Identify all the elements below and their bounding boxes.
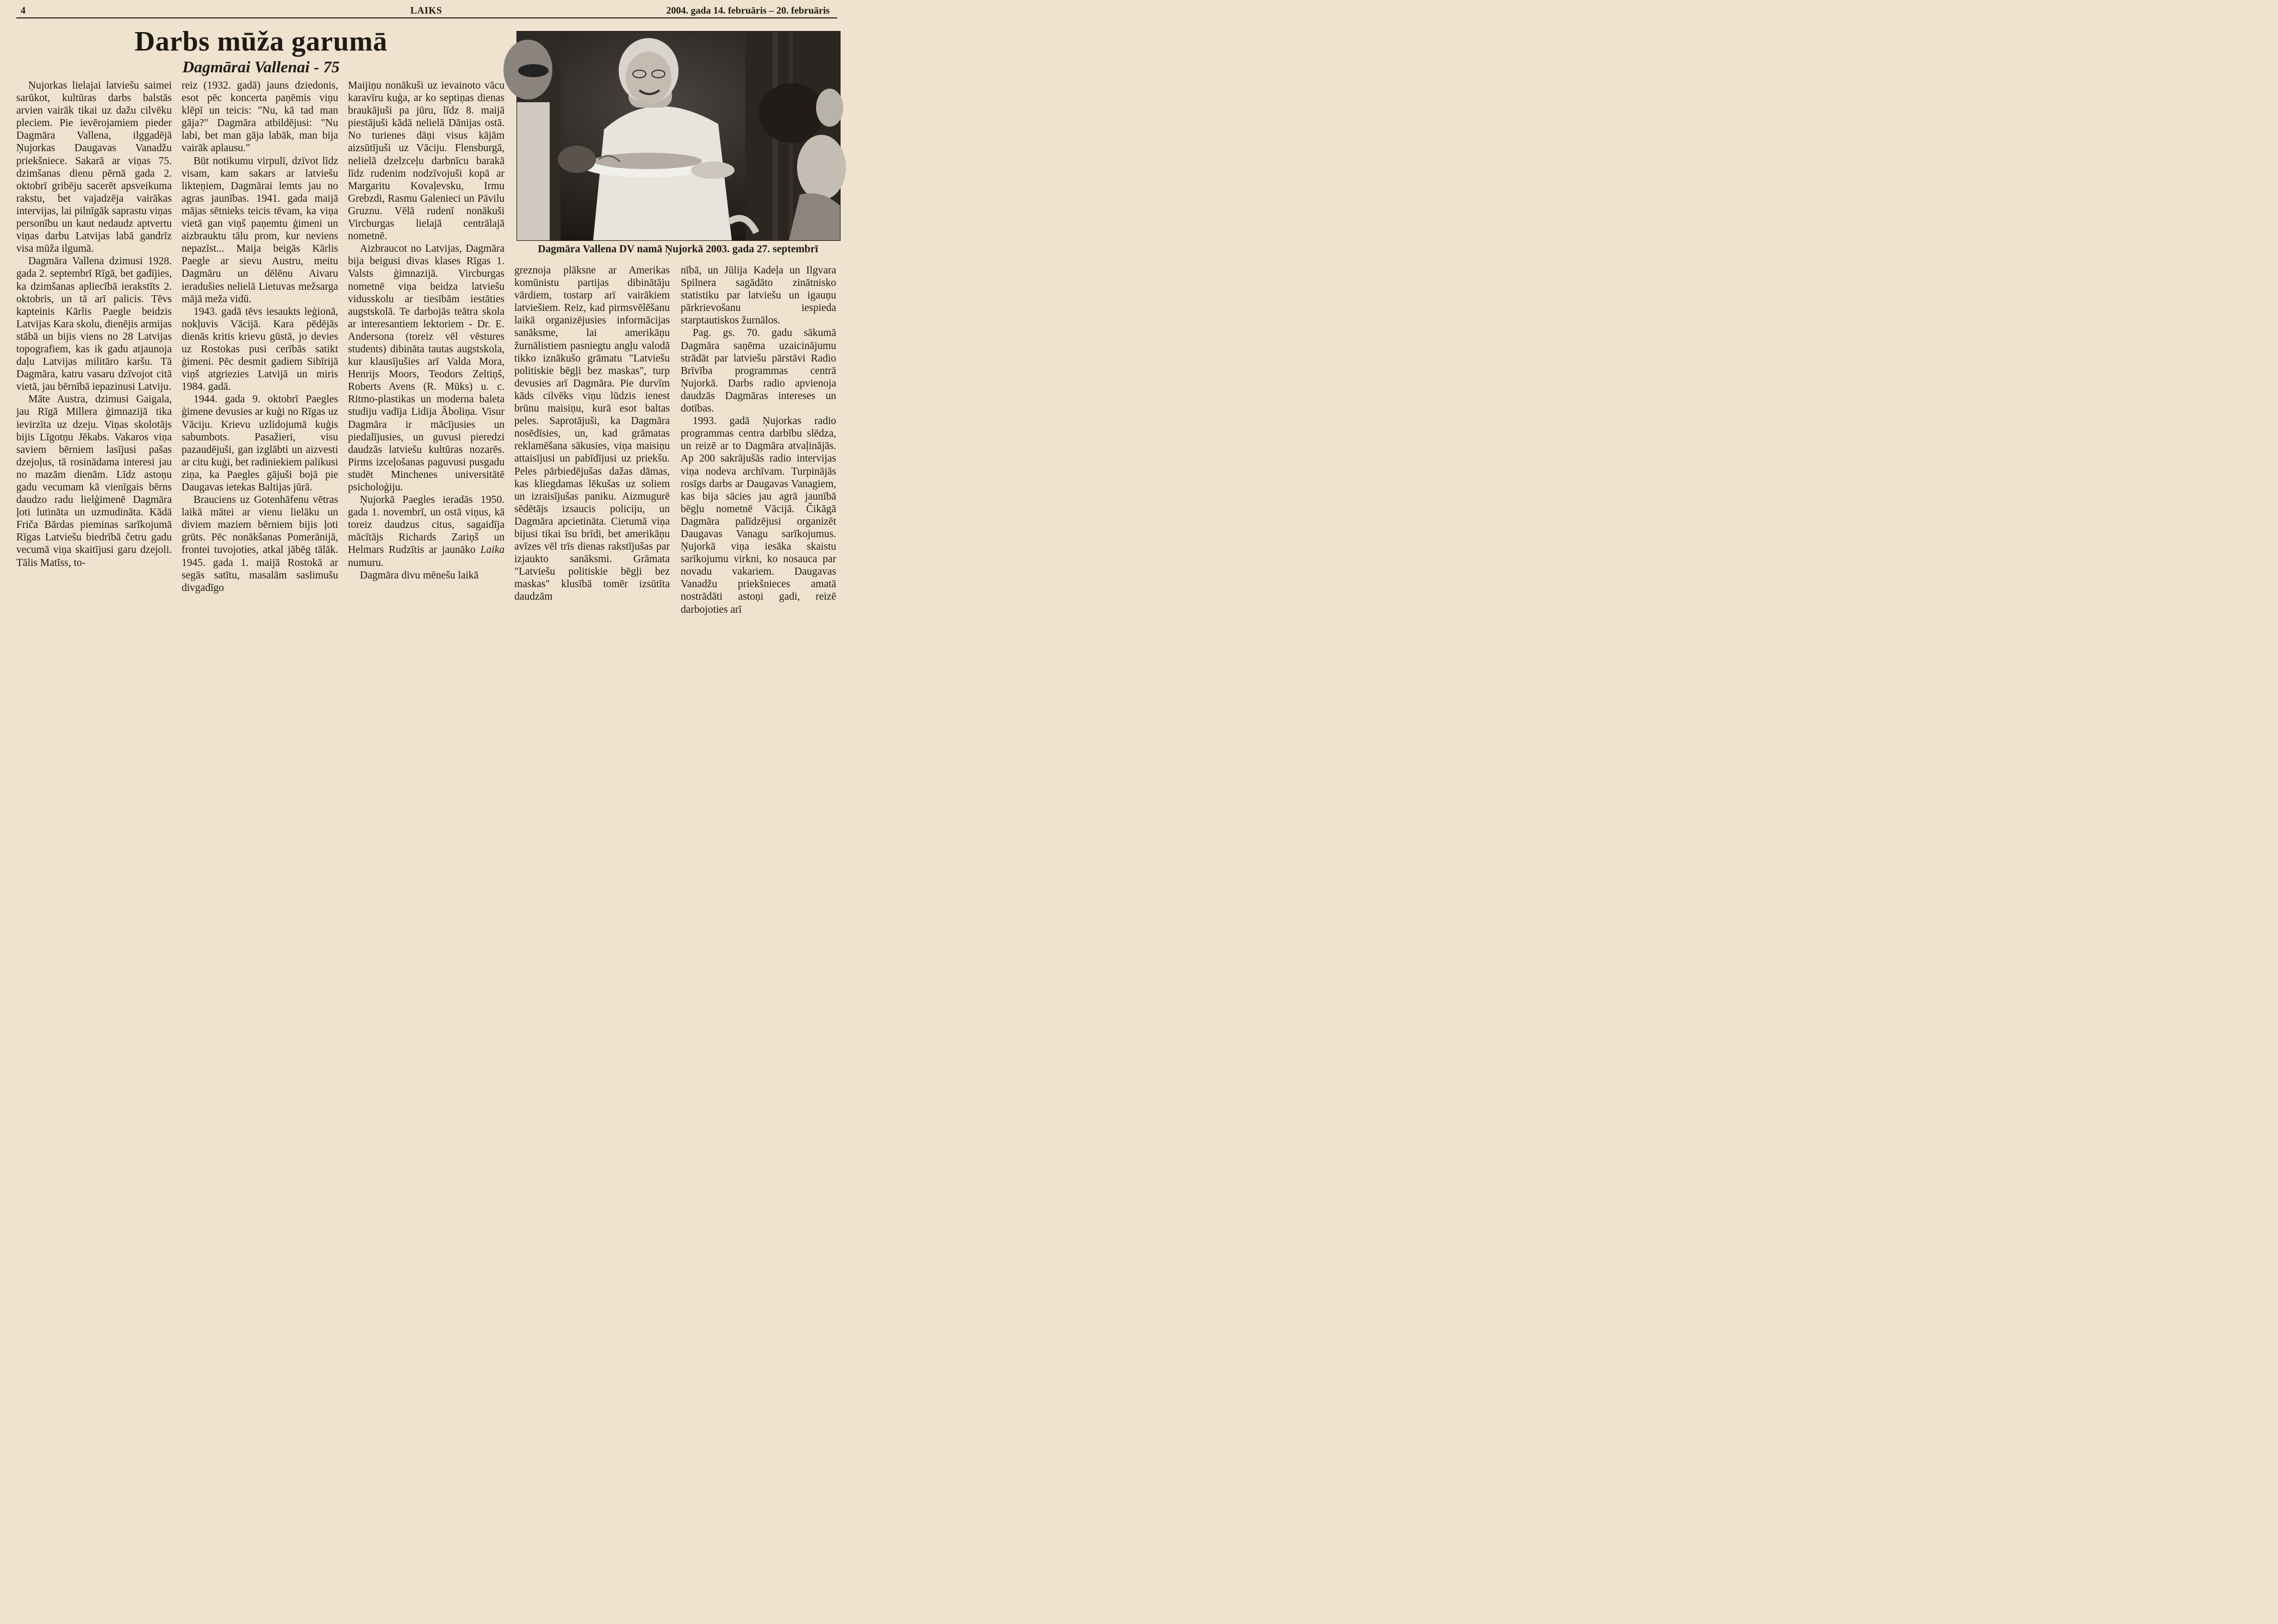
paragraph: reiz (1932. gadā) jauns dziedonis, esot pēc koncerta paņēmis viņu klēpī un teicis: "Nu, kā tad man gāja?" Dagmāra atbildējusi: "Nu labi, bet man gāja labāk, man bija vairāk aplausu." [182, 80, 338, 154]
article-column-5 [681, 264, 836, 615]
paragraph: Pag. gs. 70. gadu sākumā Dagmāra saņēma uzaicinājumu strādāt par latviešu pārstāvi Radio Brīvība programmas centrā Ņujorkā. Darbs radio apvienoja daudzās Dagmāras intereses un dotības. [681, 327, 836, 415]
paragraph: Brauciens uz Gotenhāfenu vētras laikā mātei ar vienu lielāku un diviem maziem bērniem bijis ļoti grūts. Pēc nonākšanas Pomerānijā, frontei tuvojoties, atkal jābēg tālāk. 1945. gada 1. maijā Rostokā ar segās satītu, masalām saslimušu divgadīgo [182, 494, 338, 594]
paragraph: 1993. gadā Ņujorkas radio programmas centra darbību slēdza, un reizē ar to Dagmāra atvaļinājās. Ap 200 sakrājušās radio intervijas viņa nodeva archīvam. Turpinājās rosīgs darbs ar Daugavas Vanagiem, kas bija sācies jau agrā jaunībā bēgļu nometnē Vācijā. Čikāgā Dagmāra palīdzējusi organizēt Daugavas Vanagu sarīkojumus. Ņujorkā viņa iesāka skaistu sarīkojumu virkni, ko nosauca par novadu vakariem. Daugavas Vanadžu priekšnieces amatā nostrādāti astoņi gadi, reizē darbojoties arī [681, 415, 836, 615]
issue-date: 2004. gada 14. februāris – 20. februāris [666, 5, 830, 16]
article-column-1 [16, 79, 172, 608]
page-number: 4 [21, 5, 26, 16]
article-column-3 [348, 79, 505, 608]
paragraph: Būt notikumu virpulī, dzīvot līdz visam, kam sakars ar latviešu likteņiem, Dagmārai lemts jau no agras jaunības. 1941. gada maijā mājas sētnieks teicis tēvam, ka viņa vietā gan viņš paņemtu ģimeni un aizbrauktu tālu prom, kur neviens nepazīst... Maija beigās Kārlis Paegle ar sievu Austru, meitu Dagmāru un dēlēnu Aivaru ieradušies nelielā Lietuvas mežsarga mājā meža vidū. [182, 155, 338, 305]
article-photo [516, 31, 841, 241]
photo-image [517, 32, 840, 240]
paragraph: Ņujorkas lielajai latviešu saimei sarūkot, kultūras darbs balstās arvien vairāk tikai uz dažu cilvēku pleciem. Pie ievērojamiem pieder Dagmāra Vallena, ilggadējā Ņujorkas Daugavas Vanadžu priekšniece. Sakarā ar viņas 75. dzimšanas dienu pērnā gada 2. oktobrī gribēju sacerēt apsveikuma rakstu, bet vajadzēja vairākas intervijas, lai pilnīgāk saprastu viņas personību un kaut nedaudz aptvertu viņas darbu Latvijas labā gandrīz visa mūža ilgumā. [16, 80, 172, 255]
article-column-4 [514, 264, 670, 608]
newspaper-name: LAIKS [410, 5, 443, 16]
paragraph: 1944. gada 9. oktobrī Paegles ģimene devusies ar kuģi no Rīgas uz Vāciju. Krievu uzlidojumā kuģis sabumbots. Pasažieri, visu pazaudējuši, gan izglābti un aizvesti ar citu kuģi, bet radiniekiem palikusi ziņa, ka Paegles gājuši bojā pie Daugavas ietekas Baltijas jūrā. [182, 394, 338, 493]
article-subtitle: Dagmārai Vallenai - 75 [182, 58, 340, 76]
paragraph-text: Ņujorkā Paegles ieradās 1950. gada 1. novembrī, un ostā viņus, kā toreiz daudzus citus, sagaidīja mācītājs Richards Zariņš un Helmars Rudzītis ar jaunāko [348, 494, 505, 556]
paragraph: Dagmāra divu mēnešu laikā [360, 569, 479, 581]
paragraph: 1943. gadā tēvs iesaukts leģionā, nokļuvis Vācijā. Kara pēdējās dienās kritis krievu gūstā, jo devies uz Rostokas pusi cerībās satikt ģimeni. Pēc desmit gadiem Sibīrijā viņš atgriezies Latvijā un miris 1984. gadā. [182, 306, 338, 393]
paragraph: nībā, un Jūlija Kadeļa un Ilgvara Spilnera sagādāto zinātnisko statistiku par latviešu un igauņu pārkrievošanu iespieda starptautiskos žurnālos. [681, 265, 836, 327]
paragraph: Maijiņu nonākuši uz ievainoto vācu karavīru kuģa, ar ko septiņas dienas braukājuši pa jūru, līdz 8. maijā piestājuši kādā nelielā Dānijas ostā. No turienes dāņi visus kājām aizsūtījuši uz Vāciju. Flensburgā, nelielā dzelzceļu darbnīcu barakā līdz rudenim nodzīvojuši kopā ar Margaritu Kovaļevsku, Irmu Grebzdi, Rasmu Galenieci un Pāvilu Gruznu. Vēlā rudenī nonākuši Vircburgas lielajā centrālajā nometnē. [348, 80, 505, 242]
article-column-2 [182, 79, 338, 608]
photo-caption: Dagmāra Vallena DV namā Ņujorkā 2003. gada 27. septembrī [538, 244, 818, 255]
paragraph [348, 494, 505, 569]
paragraph: Māte Austra, dzimusi Gaigala, jau Rīgā Millera ģimnazijā tika ievirzīta uz dzeju. Viņas skolotājs bijis Līgotņu Jēkabs. Vakaros viņa saviem bērniem lasījusi pašas dzejoļus, tā rosinādama interesi jau no mazām dienām. Līdz astoņu gadu vecumam kā vienīgais bērns daudzo radu lielģimenē Dagmāra ļoti lutināta un uzmudināta. Kādā Friča Bārdas pieminas sarīkojumā Rīgas Latviešu biedrībā četru gadu vecumā viņa skaitījusi garu dzejoli. Tālis Matīss, to- [16, 394, 172, 569]
article-title: Darbs mūža garumā [134, 26, 388, 57]
paragraph-text: numuru. [348, 557, 384, 569]
header-rule [16, 17, 837, 18]
paragraph: greznoja plāksne ar Amerikas komūnistu partijas dibinātāju vārdiem, tostarp arī vairākiem latviešiem. Reiz, kad pirmsvēlēšanu laikā organizējusies informācijas sanāksme, lai amerikāņu žurnālistiem pasniegtu angļu valodā tikko iznākušo grāmatu "Latviešu politiskie bēgļi bez maskas", turp devusies arī Dagmāra. Pie durvīm kāds cilvēks viņu lūdzis ienest brūnu maisiņu, kurā esot baltas peles. Saprotājuši, ka Dagmāra nosēdīsies, un, kad grāmatas reklamēšana sākusies, viņa maisiņu attaisījusi un pabīdījusi uz priekšu. Peles pārbiedējušas dažas dāmas, kas kliegdamas lēkušas uz soliem un izraisījušas paniku. Aizmugurē sēdētājs izsaucis policiju, un Dagmāra apcietināta. Cietumā viņa bijusi tikai īsu brīdi, bet amerikāņu avīzes vēl trīs dienas rakstījušas par izjaukto sanāksmi. Grāmata "Latviešu politiskie bēgļi bez maskas" klusībā tomēr izsūtīta daudzām [514, 265, 670, 603]
paragraph: Aizbraucot no Latvijas, Dagmāra bija beigusi divas klases Rīgas 1. Valsts ģimnazijā. Vircburgas nometnē viņa beidza latviešu vidusskolu ar tiesībām iestāties augstskolā. Te darbojās teātra skola ar interesantiem lektoriem - Dr. E. Andersona (toreiz vēl vēstures students) dibināta tautas augstskola, kur klausījušies arī Valda Mora, Henrijs Moors, Teodors Zeltiņš, Roberts Avens (R. Mūks) u. c. Ritmo-plastikas un moderna baleta studiju vadīja Lidija Āboliņa. Visur Dagmāra ir mācījusies un piedalījusies, un guvusi pieredzi daudzās latviešu kultūras nozarēs. Pirms izceļošanas paguvusi pusgadu studēt Minchenes universitātē psicholoģiju. [348, 243, 505, 493]
paragraph: Dagmāra Vallena dzimusi 1928. gada 2. septembrī Rīgā, bet gadījies, ka dzimšanas apliecībā ierakstīts 2. oktobris, un tā arī palicis. Tēvs kapteinis Kārlis Paegle beidzis Latvijas Kara skolu, dienējis armijas stābā un bijis viens no 28 Latvijas topografiem, kas ik gadu atjaunoja daļu Latvijas militāro karšu. Tā Dagmāra, katru vasaru dzīvojot citā vietā, jau bērnībā iepazinusi Latviju. [16, 256, 172, 393]
newspaper-title-italic: Laika [480, 544, 505, 556]
